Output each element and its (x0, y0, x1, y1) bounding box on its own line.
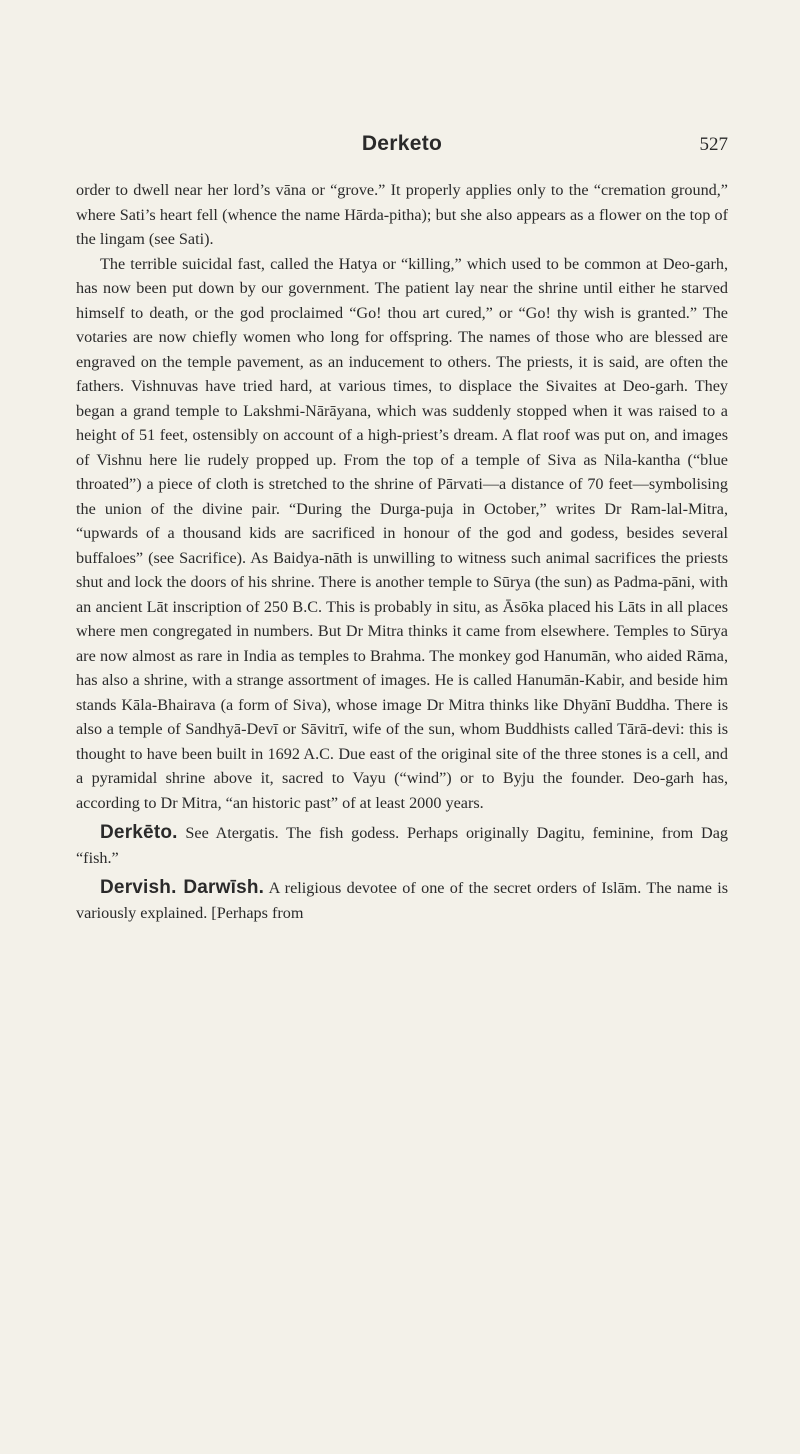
page-number: 527 (699, 134, 728, 155)
paragraph-hatya: The terrible suicidal fast, called the Hatya or “killing,” which used to be common at Deo-garh, has now been put down by our government. The patient lay near the shrine until either he starved himself to death, or the god proclaimed “Go! thou art cured,” or “Go! thy wish is granted.” The votaries are now chiefly women who long for offspring. The names of those who are blessed are engraved on the temple pavement, as an inducement to others. The priests, it is said, are often the fathers. Vishnuvas have tried hard, at various times, to displace the Sivaites at Deo-garh. They began a grand temple to Lakshmi-Nārāyana, which was suddenly stopped when it was raised to a height of 51 feet, ostensibly on account of a high-priest’s dream. A flat roof was put on, and images of Vishnu here lie rudely propped up. From the top of a temple of Siva as Nila-kantha (“blue throated”) a piece of cloth is stretched to the shrine of Pārvati—a distance of 70 feet—symbolising the union of the divine pair. “During the Durga-puja in October,” writes Dr Ram-lal-Mitra, “upwards of a thousand kids are sacrificed in honour of the god and godess, besides several buffaloes” (see Sacrifice). As Baidya-nāth is unwilling to witness such animal sacrifices the priests shut and lock the doors of his shrine. There is another temple to Sūrya (the sun) as Padma-pāni, with an ancient Lāt inscription of 250 B.C. This is probably in situ, as Āsōka placed his Lāts in all places where men congregated in numbers. But Dr Mitra thinks it came from elsewhere. Temples to Sūrya are now almost as rare in India as temples to Brahma. The monkey god Hanumān, who aided Rāma, has also a shrine, with a strange assortment of images. He is called Hanumān-Kabir, and beside him stands Kāla-Bhairava (a form of Siva), whose image Dr Mitra thinks like Dhyānī Buddha. There is also a temple of Sandhyā-Devī or Sāvitrī, wife of the sun, whom Buddhists called Tārā-devi: this is thought to have been built in 1692 A.C. Due east of the original site of the three stones is a cell, and a pyramidal shrine above it, sacred to Vayu (“wind”) or to Byju the founder. Deo-garh has, according to Dr Mitra, “an historic past” of at least 2000 years. (76, 254, 728, 812)
entry-derketo (76, 821, 728, 870)
entry-dervish (76, 876, 728, 925)
headword-derketo: Derkēto. (100, 822, 178, 843)
entry-dervish-text: A religious devotee of one of the secret orders of Islām. The name is variously explained. [Perhaps from (76, 879, 729, 922)
running-title: Derketo (361, 132, 443, 155)
paragraph-continuation: order to dwell near her lord’s vāna or “grove.” It properly applies only to the “cremation ground,” where Sati’s heart fell (whence the name Hārda-pitha); but she also appears as a flower on the top of the lingam (see Sati). (76, 181, 728, 248)
body-text (76, 178, 728, 925)
headword-dervish: Dervish. Darwīsh. (100, 877, 265, 898)
entry-derketo-text: See Atergatis. The fish godess. Perhaps originally Dagitu, feminine, from Dag “fish.” (76, 824, 728, 867)
running-head (76, 132, 728, 162)
book-page (76, 0, 728, 1454)
